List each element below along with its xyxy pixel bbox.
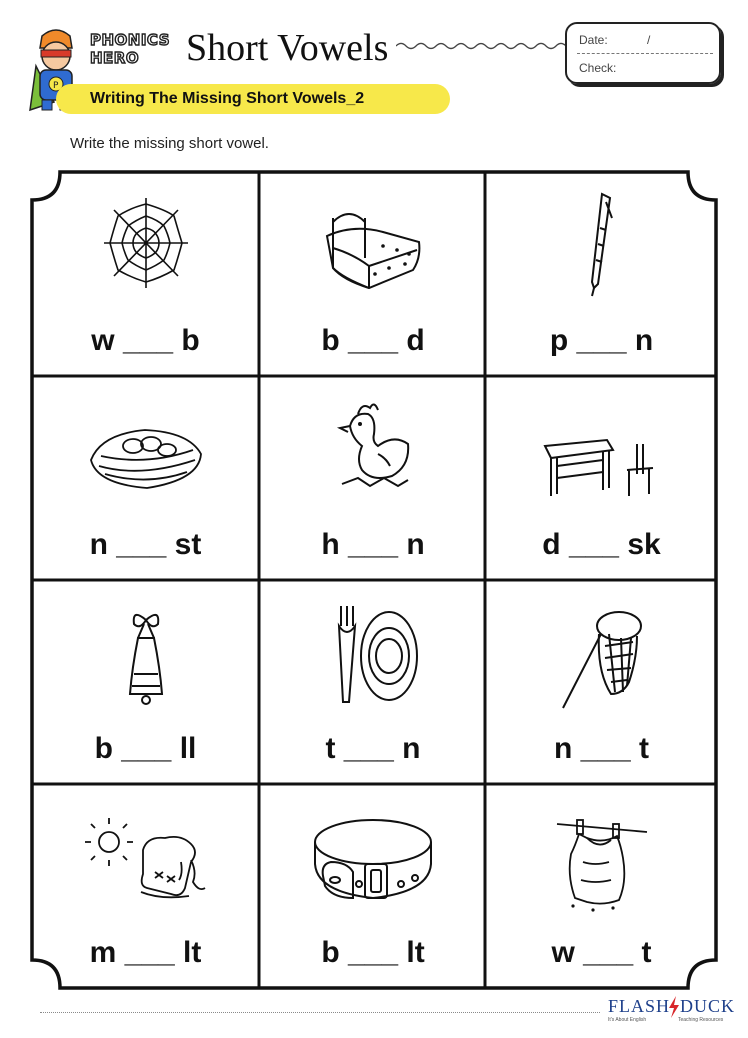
- desk-icon: [537, 394, 667, 504]
- nest-icon: [81, 394, 211, 504]
- word-blank: m ___ lt: [89, 936, 202, 969]
- footer-divider: [40, 1012, 600, 1013]
- word-blank: b ___ d: [321, 324, 425, 357]
- cell-nest: [32, 378, 259, 580]
- wavy-divider: [396, 40, 566, 52]
- logo-flash: FLASH: [608, 996, 671, 1016]
- cell-pen: [487, 172, 716, 376]
- brand-phonics: PHONICS: [90, 31, 171, 49]
- cell-melt: [32, 786, 259, 988]
- cell-web: [32, 172, 259, 376]
- hen-icon: [328, 394, 418, 504]
- cell-desk: [487, 378, 716, 580]
- word-blank: b ___ lt: [321, 936, 425, 969]
- word-blank: p ___ n: [549, 324, 654, 357]
- word-blank: w ___ b: [91, 324, 200, 357]
- date-check-divider: [577, 53, 713, 54]
- cell-hen: [261, 378, 485, 580]
- header: [0, 0, 748, 120]
- pen-icon: [572, 188, 632, 300]
- brand-hero: HERO: [90, 49, 140, 67]
- word-blank: b ___ ll: [94, 732, 197, 765]
- word-blank: w ___ t: [551, 936, 652, 969]
- date-label: Date:: [579, 33, 608, 47]
- date-separator: /: [647, 33, 651, 47]
- cell-ten: [261, 582, 485, 784]
- belt-icon: [303, 802, 443, 914]
- spider-web-icon: [96, 188, 196, 298]
- svg-text:P: P: [53, 81, 59, 91]
- word-blank: h ___ n: [321, 528, 425, 561]
- word-blank: n ___ st: [89, 528, 202, 561]
- flashduck-logo: [608, 996, 736, 1030]
- logo-tagline-right: Teaching Resources: [678, 1017, 724, 1023]
- wet-shirt-icon: [547, 802, 657, 914]
- banner-text: Writing The Missing Short Vowels_2: [90, 90, 365, 107]
- instruction-text: Write the missing short vowel.: [70, 135, 269, 152]
- word-blank: d ___ sk: [542, 528, 661, 561]
- worksheet-banner: [56, 84, 450, 114]
- word-blank: n ___ t: [553, 732, 650, 765]
- cell-belt: [261, 786, 485, 988]
- word-blank: t ___ n: [325, 732, 421, 765]
- lightning-icon: [668, 996, 680, 1018]
- date-check-box: [565, 22, 721, 84]
- bed-icon: [313, 188, 433, 298]
- logo-duck: DUCK: [680, 996, 736, 1016]
- ten-icon: [323, 598, 423, 710]
- page-title: Short Vowels: [186, 27, 389, 69]
- check-label: Check:: [579, 61, 617, 75]
- bell-icon: [116, 598, 176, 710]
- cell-net: [487, 582, 716, 784]
- cell-wet: [487, 786, 716, 988]
- cell-bell: [32, 582, 259, 784]
- melt-icon: [81, 802, 211, 914]
- net-icon: [557, 598, 647, 710]
- cell-bed: [261, 172, 485, 376]
- logo-tagline-left: It's About English: [608, 1017, 647, 1023]
